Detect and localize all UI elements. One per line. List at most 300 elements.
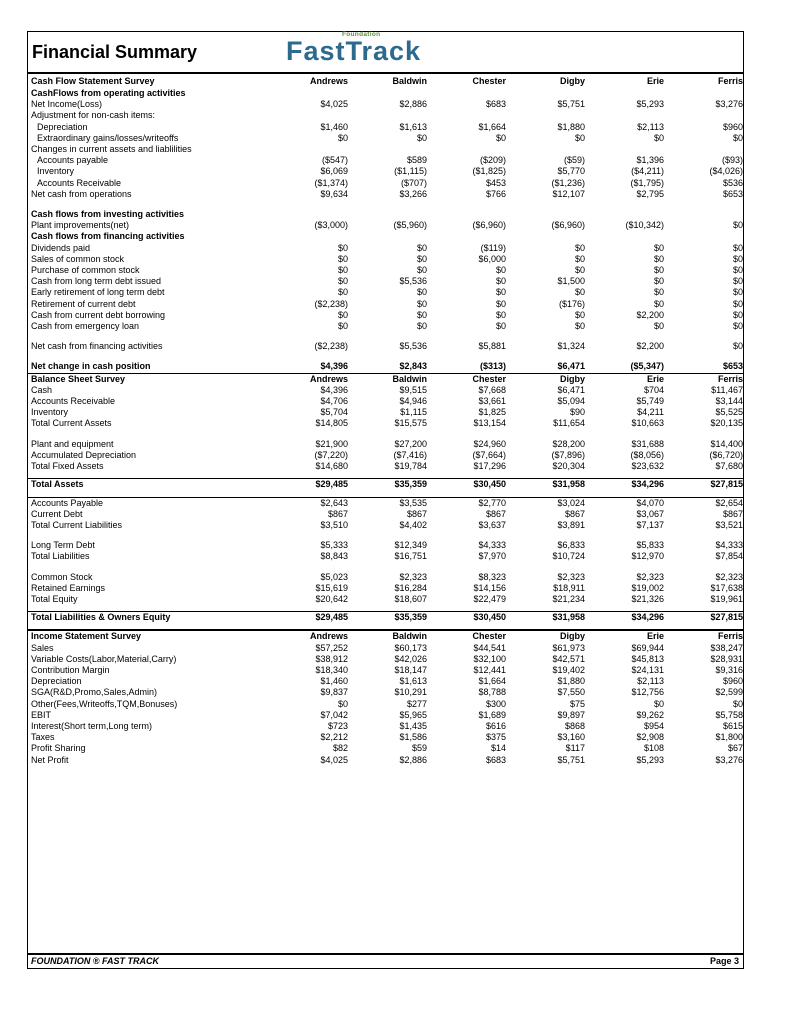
value-cell: ($5,960)	[393, 220, 427, 231]
row-label: Depreciation	[31, 676, 82, 687]
value-cell: $12,441	[473, 664, 506, 675]
value-cell: $19,961	[710, 593, 743, 604]
value-cell: $653	[722, 361, 743, 372]
value-cell: $5,293	[636, 99, 664, 110]
value-cell: $868	[564, 720, 585, 731]
value-cell: $0	[416, 298, 427, 309]
company-header: Digby	[506, 373, 585, 385]
value-cell: $14,400	[710, 438, 743, 449]
row-label: Inventory	[31, 407, 69, 418]
table-row	[28, 643, 743, 654]
value-cell: $0	[732, 309, 743, 320]
value-cell: $5,833	[636, 540, 664, 551]
value-cell: $9,515	[399, 384, 427, 395]
value-cell: $12,349	[394, 540, 427, 551]
value-cell: $704	[643, 384, 664, 395]
value-cell: $28,931	[710, 653, 743, 664]
value-cell: $21,900	[315, 438, 348, 449]
value-cell: $19,402	[552, 664, 585, 675]
value-cell: ($176)	[558, 298, 585, 309]
value-cell: $38,912	[315, 653, 348, 664]
row-label: Cash from emergency loan	[31, 321, 140, 332]
value-cell: $22,479	[473, 593, 506, 604]
value-cell: $9,316	[715, 664, 743, 675]
table-row	[28, 418, 743, 429]
value-cell: $0	[495, 309, 506, 320]
value-cell: $1,435	[399, 720, 427, 731]
value-cell: $0	[337, 698, 348, 709]
table-row	[28, 287, 743, 298]
value-cell: $2,843	[399, 361, 427, 372]
value-cell: $82	[332, 743, 348, 754]
row-label: Early retirement of long term debt	[31, 287, 165, 298]
table-row	[28, 243, 743, 254]
table-row	[28, 755, 743, 766]
value-cell: $536	[722, 177, 743, 188]
value-cell: $2,323	[636, 571, 664, 582]
row-label: Net cash from operations	[31, 188, 132, 199]
value-cell: $2,643	[263, 497, 348, 509]
value-cell: $300	[485, 698, 506, 709]
value-cell: $1,825	[478, 407, 506, 418]
value-cell: $6,833	[557, 540, 585, 551]
table-row	[28, 254, 743, 265]
table-row	[28, 612, 743, 624]
value-cell: $5,751	[557, 99, 585, 110]
value-cell: $5,023	[320, 571, 348, 582]
value-cell: $30,450	[427, 479, 506, 491]
value-cell: $683	[485, 99, 506, 110]
subheading-row	[28, 231, 743, 242]
value-cell: $75	[569, 698, 585, 709]
value-cell: $29,485	[263, 479, 348, 491]
value-cell: $4,946	[399, 396, 427, 407]
value-cell: $2,599	[715, 687, 743, 698]
value-cell: $277	[406, 698, 427, 709]
value-cell: $0	[416, 287, 427, 298]
value-cell: $10,663	[631, 418, 664, 429]
table-row	[28, 479, 743, 491]
value-cell: $2,323	[557, 571, 585, 582]
value-cell: $14,156	[473, 582, 506, 593]
value-cell: $1,460	[320, 121, 348, 132]
value-cell: $30,450	[427, 612, 506, 624]
value-cell: $0	[732, 132, 743, 143]
table-row	[28, 450, 743, 461]
value-cell: ($209)	[479, 155, 506, 166]
page-number: Page 3	[709, 956, 739, 966]
value-cell: ($10,342)	[625, 220, 664, 231]
value-cell: $0	[732, 341, 743, 352]
value-cell: $34,296	[585, 479, 664, 491]
value-cell: $867	[564, 508, 585, 519]
value-cell: $9,634	[320, 188, 348, 199]
value-cell: $6,069	[320, 166, 348, 177]
value-cell: $5,525	[715, 407, 743, 418]
value-cell: $44,541	[473, 642, 506, 653]
table-row	[28, 687, 743, 698]
value-cell: $69,944	[631, 642, 664, 653]
value-cell: $5,293	[636, 754, 664, 765]
value-cell: ($2,238)	[314, 298, 348, 309]
table-row	[28, 721, 743, 732]
row-label: Current Debt	[31, 508, 83, 519]
row-label: Total Liabilities & Owners Equity	[28, 612, 263, 624]
value-cell: $17,638	[710, 582, 743, 593]
value-cell: $0	[416, 321, 427, 332]
value-cell: $1,460	[320, 676, 348, 687]
value-cell: $0	[337, 276, 348, 287]
value-cell: $34,296	[585, 612, 664, 624]
value-cell: $108	[643, 743, 664, 754]
value-cell: $0	[337, 132, 348, 143]
company-header: Ferris	[664, 630, 743, 642]
table-row	[28, 732, 743, 743]
table-row	[28, 540, 743, 551]
table-row	[28, 594, 743, 605]
value-cell: $42,026	[394, 653, 427, 664]
value-cell: $1,880	[557, 676, 585, 687]
value-cell: $4,025	[320, 99, 348, 110]
value-cell: ($7,664)	[472, 449, 506, 460]
table-row	[28, 520, 743, 531]
table-row	[28, 497, 743, 509]
value-cell: $0	[732, 265, 743, 276]
value-cell: $1,800	[715, 732, 743, 743]
value-cell: $1,324	[557, 341, 585, 352]
value-cell: $9,837	[320, 687, 348, 698]
table-row	[28, 155, 743, 166]
row-label: Cash from current debt borrowing	[31, 309, 166, 320]
value-cell: $0	[495, 276, 506, 287]
table-row	[28, 407, 743, 418]
table-row	[28, 310, 743, 321]
table-row	[28, 439, 743, 450]
value-cell: $1,613	[399, 676, 427, 687]
value-cell: $2,200	[636, 309, 664, 320]
table-row	[28, 178, 743, 189]
row-label: Variable Costs(Labor,Material,Carry)	[31, 653, 177, 664]
company-header: Baldwin	[348, 630, 427, 642]
value-cell: $1,880	[557, 121, 585, 132]
value-cell: $3,510	[320, 519, 348, 530]
value-cell: $31,958	[506, 479, 585, 491]
value-cell: $9,262	[636, 709, 664, 720]
value-cell: $2,323	[399, 571, 427, 582]
value-cell: $3,521	[715, 519, 743, 530]
value-cell: $0	[732, 287, 743, 298]
value-cell: $5,965	[399, 709, 427, 720]
value-cell: $18,340	[315, 664, 348, 675]
value-cell: $27,815	[664, 612, 743, 624]
value-cell: $20,304	[552, 461, 585, 472]
table-row	[28, 676, 743, 687]
value-cell: $0	[653, 321, 664, 332]
value-cell: $14,680	[315, 461, 348, 472]
value-cell: $2,654	[664, 497, 743, 509]
value-cell: ($2,238)	[314, 341, 348, 352]
value-cell: $5,770	[557, 166, 585, 177]
table-row	[28, 276, 743, 287]
company-header: Digby	[506, 630, 585, 642]
value-cell: $1,586	[399, 732, 427, 743]
value-cell: $3,891	[557, 519, 585, 530]
value-cell: $9,897	[557, 709, 585, 720]
value-cell: $2,886	[399, 754, 427, 765]
value-cell: $2,908	[636, 732, 664, 743]
value-cell: $2,770	[427, 497, 506, 509]
row-label: Sales	[31, 642, 54, 653]
row-label: Accounts Payable	[28, 497, 263, 509]
table-row	[28, 654, 743, 665]
table-row	[28, 710, 743, 721]
value-cell: $57,252	[315, 642, 348, 653]
value-cell: $3,067	[636, 508, 664, 519]
value-cell: $0	[732, 253, 743, 264]
value-cell: $375	[485, 732, 506, 743]
value-cell: $2,323	[715, 571, 743, 582]
value-cell: $3,160	[557, 732, 585, 743]
row-label: Extraordinary gains/losses/writeoffs	[37, 132, 179, 143]
company-header: Erie	[646, 76, 664, 86]
value-cell: $23,632	[631, 461, 664, 472]
value-cell: $3,637	[478, 519, 506, 530]
value-cell: $0	[495, 287, 506, 298]
value-cell: $2,212	[320, 732, 348, 743]
row-label: Accumulated Depreciation	[31, 449, 137, 460]
value-cell: $11,654	[553, 418, 585, 429]
value-cell: $0	[337, 265, 348, 276]
value-cell: $6,471	[557, 384, 585, 395]
page-title: Financial Summary	[32, 42, 198, 62]
value-cell: $0	[732, 698, 743, 709]
value-cell: $1,664	[478, 121, 506, 132]
value-cell: $0	[337, 287, 348, 298]
company-header: Andrews	[309, 76, 348, 86]
value-cell: $0	[574, 242, 585, 253]
value-cell: $0	[416, 265, 427, 276]
value-cell: $4,025	[320, 754, 348, 765]
value-cell: $7,680	[715, 461, 743, 472]
row-label: Retirement of current debt	[31, 298, 136, 309]
value-cell: ($119)	[480, 242, 506, 253]
value-cell: $16,751	[394, 551, 427, 562]
value-cell: $4,396	[320, 384, 348, 395]
value-cell: $8,323	[478, 571, 506, 582]
value-cell: $5,536	[399, 276, 427, 287]
row-label: SGA(R&D,Promo,Sales,Admin)	[31, 687, 158, 698]
table-row	[28, 509, 743, 520]
table-row	[28, 551, 743, 562]
value-cell: $18,147	[394, 664, 427, 675]
value-cell: $17,296	[473, 461, 506, 472]
logo-fasttrack-text: FastTrack	[286, 36, 422, 66]
value-cell: $5,751	[557, 754, 585, 765]
value-cell: ($4,026)	[709, 166, 743, 177]
table-row	[28, 189, 743, 200]
value-cell: $3,276	[715, 99, 743, 110]
value-cell: $2,113	[637, 121, 664, 132]
value-cell: $2,200	[636, 341, 664, 352]
row-label: Net cash from financing activities	[31, 341, 163, 352]
value-cell: $0	[653, 698, 664, 709]
value-cell: $4,070	[585, 497, 664, 509]
table-row	[28, 122, 743, 133]
row-label: Plant and equipment	[31, 438, 114, 449]
value-cell: $0	[574, 132, 585, 143]
table-row	[28, 341, 743, 352]
table-row	[28, 743, 743, 754]
value-cell: $960	[722, 121, 743, 132]
row-label: Plant improvements(net)	[31, 220, 130, 231]
value-cell: ($1,236)	[551, 177, 585, 188]
row-label: Net Income(Loss)	[31, 99, 103, 110]
company-header: Erie	[585, 630, 664, 642]
value-cell: $29,485	[263, 612, 348, 624]
value-cell: ($547)	[321, 155, 348, 166]
section-heading: Cash Flow Statement Survey	[31, 76, 155, 86]
value-cell: $0	[653, 253, 664, 264]
investing-heading: Cash flows from investing activities	[31, 209, 185, 220]
value-cell: ($1,825)	[472, 166, 506, 177]
value-cell: ($6,960)	[472, 220, 506, 231]
value-cell: $615	[722, 720, 743, 731]
value-cell: ($313)	[479, 361, 506, 372]
table-row	[28, 396, 743, 407]
value-cell: $0	[416, 132, 427, 143]
company-header: Chester	[472, 76, 506, 86]
value-cell: ($5,347)	[630, 361, 664, 372]
row-label: Taxes	[31, 732, 55, 743]
value-cell: $35,359	[348, 479, 427, 491]
value-cell: $5,749	[636, 396, 664, 407]
value-cell: $10,291	[394, 687, 427, 698]
subheading-row	[28, 209, 743, 220]
value-cell: $0	[495, 265, 506, 276]
value-cell: ($7,896)	[551, 449, 585, 460]
value-cell: ($7,220)	[314, 449, 348, 460]
row-label: Total Assets	[28, 479, 263, 491]
value-cell: $19,002	[631, 582, 664, 593]
value-cell: $8,843	[320, 551, 348, 562]
row-label: Profit Sharing	[31, 743, 86, 754]
row-label: Sales of common stock	[31, 253, 125, 264]
value-cell: $0	[653, 287, 664, 298]
row-label: Cash	[31, 384, 53, 395]
table-row	[28, 583, 743, 594]
value-cell: $3,144	[715, 396, 743, 407]
financing-heading: Cash flows from financing activities	[31, 231, 185, 242]
value-cell: $35,359	[348, 612, 427, 624]
company-header: Ferris	[717, 76, 743, 86]
value-cell: $0	[416, 253, 427, 264]
company-header: Baldwin	[348, 373, 427, 385]
logo-foundation-text: Foundation	[342, 31, 381, 38]
table-row	[28, 166, 743, 177]
value-cell: $0	[337, 253, 348, 264]
value-cell: ($59)	[563, 155, 585, 166]
table-row	[28, 299, 743, 310]
value-cell: $11,467	[711, 384, 743, 395]
value-cell: $0	[574, 287, 585, 298]
value-cell: $766	[485, 188, 506, 199]
company-header: Digby	[559, 76, 585, 86]
value-cell: $867	[406, 508, 427, 519]
value-cell: $38,247	[710, 642, 743, 653]
value-cell: $28,200	[552, 438, 585, 449]
value-cell: $723	[327, 720, 348, 731]
value-cell: $15,619	[315, 582, 348, 593]
row-label: Accounts Receivable	[31, 396, 116, 407]
value-cell: $6,471	[557, 361, 585, 372]
value-cell: $42,571	[552, 653, 585, 664]
footer-brand: FOUNDATION ® FAST TRACK	[31, 956, 159, 966]
value-cell: $1,664	[478, 676, 506, 687]
value-cell: $954	[643, 720, 664, 731]
value-cell: $0	[653, 132, 664, 143]
value-cell: $117	[565, 743, 585, 754]
value-cell: $5,704	[320, 407, 348, 418]
row-label: Contribution Margin	[31, 664, 110, 675]
value-cell: $20,135	[710, 418, 743, 429]
table-row	[28, 220, 743, 231]
value-cell: $4,333	[715, 540, 743, 551]
value-cell: $589	[406, 155, 427, 166]
table-row	[28, 699, 743, 710]
value-cell: $0	[337, 242, 348, 253]
value-cell: $0	[574, 309, 585, 320]
value-cell: $616	[485, 720, 506, 731]
value-cell: $24,131	[631, 664, 664, 675]
subheading-row	[28, 88, 743, 99]
value-cell: $867	[722, 508, 743, 519]
row-label: Inventory	[37, 166, 75, 177]
value-cell: $960	[722, 676, 743, 687]
value-cell: $7,970	[478, 551, 506, 562]
value-cell: $3,266	[399, 188, 427, 199]
value-cell: ($6,720)	[709, 449, 743, 460]
company-header: Chester	[427, 630, 506, 642]
value-cell: $27,200	[394, 438, 427, 449]
row-label: Common Stock	[31, 571, 93, 582]
table-row	[28, 361, 743, 373]
operating-heading: CashFlows from operating activities	[31, 88, 186, 98]
value-cell: $2,795	[636, 188, 664, 199]
value-cell: $7,137	[636, 519, 664, 530]
company-header: Ferris	[664, 373, 743, 385]
value-cell: $8,788	[478, 687, 506, 698]
value-cell: $13,154	[473, 418, 506, 429]
adjustment-label: Adjustment for non-cash items:	[31, 110, 156, 121]
value-cell: $18,607	[394, 593, 427, 604]
value-cell: $5,758	[715, 709, 743, 720]
subheading-row	[28, 144, 743, 155]
value-cell: $4,211	[637, 407, 664, 418]
company-header: Andrews	[263, 373, 348, 385]
value-cell: $7,550	[557, 687, 585, 698]
value-cell: $1,115	[400, 407, 427, 418]
table-row	[28, 461, 743, 472]
row-label: Dividends paid	[31, 242, 91, 253]
value-cell: $7,854	[715, 551, 743, 562]
value-cell: ($707)	[400, 177, 427, 188]
row-label: Total Current Assets	[31, 418, 112, 429]
balance-sheet-header-row	[28, 373, 743, 385]
page-header	[28, 32, 743, 74]
value-cell: $12,107	[552, 188, 585, 199]
row-label: Retained Earnings	[31, 582, 106, 593]
value-cell: $3,661	[478, 396, 506, 407]
